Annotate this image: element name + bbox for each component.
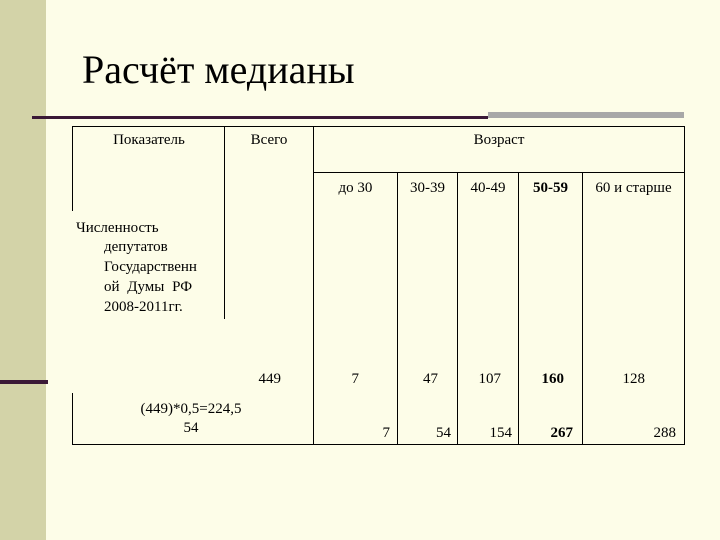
value-60-plus: 128 [622,371,645,387]
column-divider-60plus [582,172,583,445]
age-group-under-30: до 30 [338,180,373,196]
header-total: Всего [250,132,288,148]
cumulative-40-49: 154 [489,425,512,441]
row-label-line-4: ой Думы РФ [104,279,193,295]
median-calc-remainder: 54 [183,420,199,436]
age-header-divider [313,172,685,173]
median-calc-formula: (449)*0,5=224,5 [140,401,242,417]
column-divider-40-49 [457,172,458,445]
value-30-39: 47 [423,371,438,387]
row-label-line-1: Численность [76,220,159,236]
row-total-value: 449 [258,371,281,387]
column-divider-30-39 [397,172,398,445]
cumulative-50-59: 267 [550,425,573,441]
header-age: Возраст [473,132,525,148]
table-border-top [72,126,685,127]
table-border-right [684,126,685,445]
row-label-line-3: Государственн [104,259,197,275]
age-group-30-39: 30-39 [410,180,445,196]
column-divider-50-59 [518,172,519,445]
value-under-30: 7 [351,371,359,387]
header-indicator: Показатель [113,132,185,148]
column-divider-age [313,126,314,445]
age-group-60-plus: 60 и старше [595,180,672,196]
cumulative-30-39: 54 [436,425,451,441]
cumulative-60-plus: 288 [653,425,676,441]
row-label-line-5: 2008-2011гг. [104,299,183,315]
slide-title: Расчёт медианы [82,47,355,92]
column-divider-total [224,126,225,319]
value-40-49: 107 [478,371,501,387]
value-50-59: 160 [541,371,564,387]
table-border-bottom [72,444,685,445]
table-border-left-bottom [72,393,73,445]
cumulative-under-30: 7 [382,425,390,441]
age-group-40-49: 40-49 [470,180,506,196]
table-border-left-top [72,126,73,211]
row-label-line-2: депутатов [104,239,168,255]
age-group-50-59: 50-59 [533,180,568,196]
